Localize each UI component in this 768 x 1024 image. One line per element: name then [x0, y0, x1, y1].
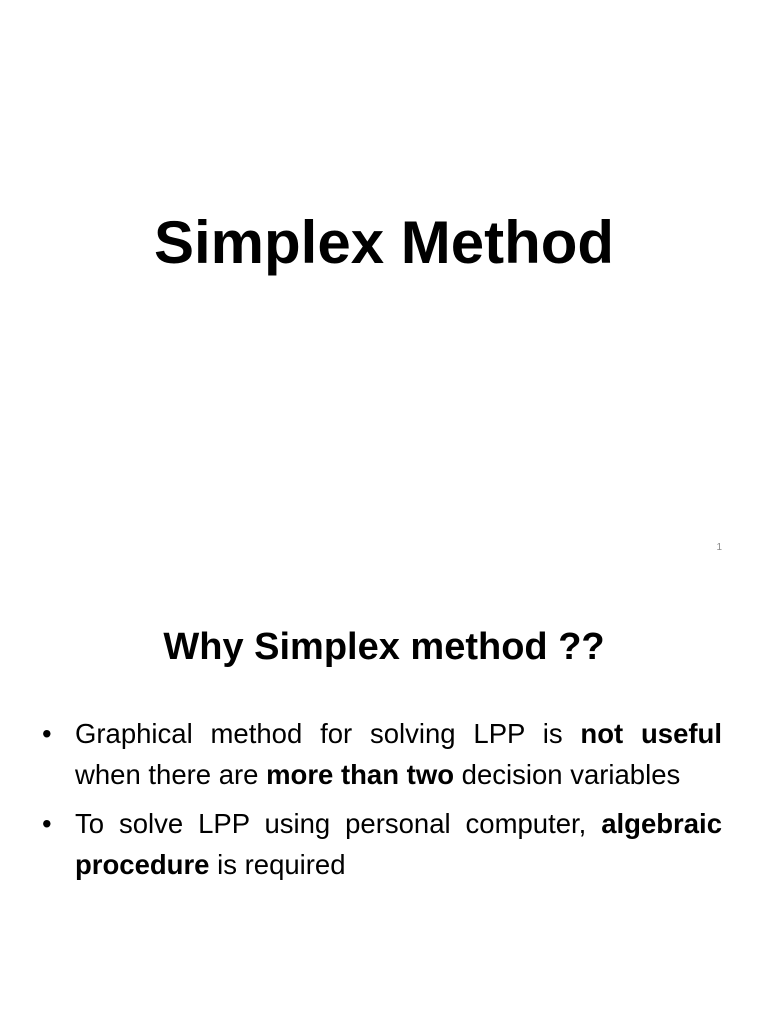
bullet-text: Graphical method for solving LPP is	[75, 718, 581, 749]
bullet-text: when there are	[75, 759, 267, 790]
bullet-text-bold: more than two	[266, 759, 455, 790]
bullet-dot-icon: •	[42, 808, 52, 839]
bullet-list	[40, 713, 722, 893]
slide-page-number: 1	[716, 542, 722, 553]
slide-title: Simplex Method	[153, 209, 615, 276]
bullet-dot-icon: •	[42, 718, 52, 749]
bullet-item	[40, 803, 722, 885]
bullet-text-bold: algebraic procedure	[75, 808, 722, 880]
bullet-text: is required	[209, 849, 346, 880]
content-slide	[0, 576, 768, 1024]
bullet-text-bold: not useful	[580, 718, 722, 749]
bullet-text: To solve LPP using personal computer,	[75, 808, 602, 839]
bullet-text: decision variables	[454, 759, 681, 790]
slide-heading: Why Simplex method ??	[163, 626, 605, 668]
bullet-item	[40, 713, 722, 795]
